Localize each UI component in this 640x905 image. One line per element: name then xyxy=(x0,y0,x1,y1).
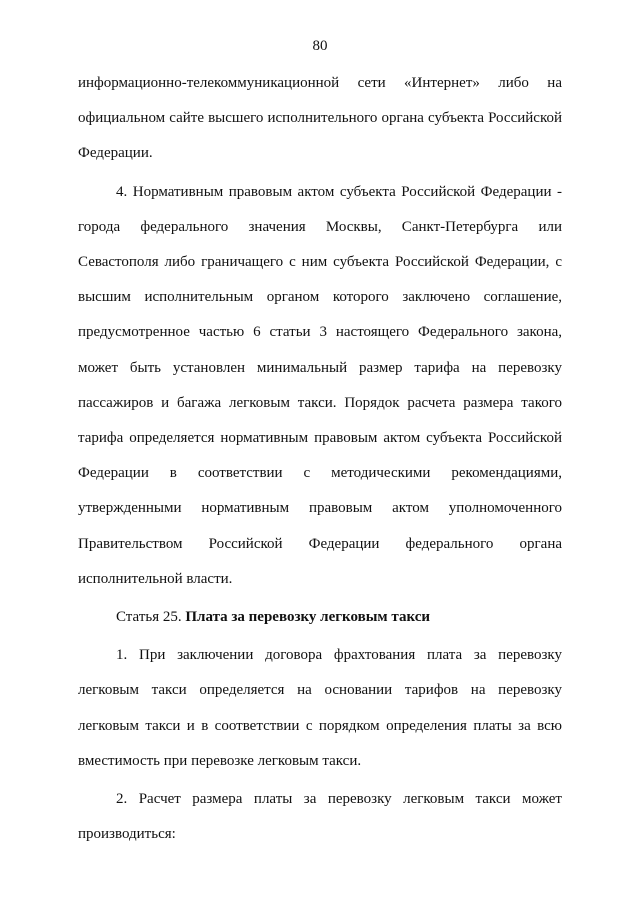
paragraph-item-4: 4. Нормативным правовым актом субъекта Российской Федерации - города федерального значения Москвы, Санкт-Петербурга или Севастополя либо граничащего с ним субъекта Российской Федерации, с высшим исполнительным органом которого заключено соглашение, предусмотренное частью 6 статьи 3 настоящего Федерального закона, может быть установлен минимальный размер тарифа на перевозку пассажиров и багажа легковым такси. Порядок расчета размера такого тарифа определяется нормативным правовым актом субъекта Российской Федерации в соответствии с методическими рекомендациями, утвержденными нормативным правовым актом уполномоченного Правительством Российской Федерации федерального органа исполнительной власти. xyxy=(78,183,562,587)
paragraph-continuation: информационно-телекоммуникационной сети «Интернет» либо на официальном сайте высшего исполнительного органа субъекта Российской Федерации. xyxy=(78,75,562,162)
article-heading xyxy=(78,600,562,635)
document-body xyxy=(78,66,562,852)
article-paragraph-2: 2. Расчет размера платы за перевозку легковым такси может производиться: xyxy=(78,791,562,843)
article-title: Плата за перевозку легковым такси xyxy=(185,609,431,626)
article-label: Статья 25. xyxy=(116,609,182,626)
page-number: 80 xyxy=(312,38,328,54)
article-paragraph-1: 1. При заключении договора фрахтования плата за перевозку легковым такси определяется на основании тарифов на перевозку легковым такси и в соответствии с порядком определения платы за всю вместимость при перевозке легковым такси. xyxy=(78,647,562,769)
